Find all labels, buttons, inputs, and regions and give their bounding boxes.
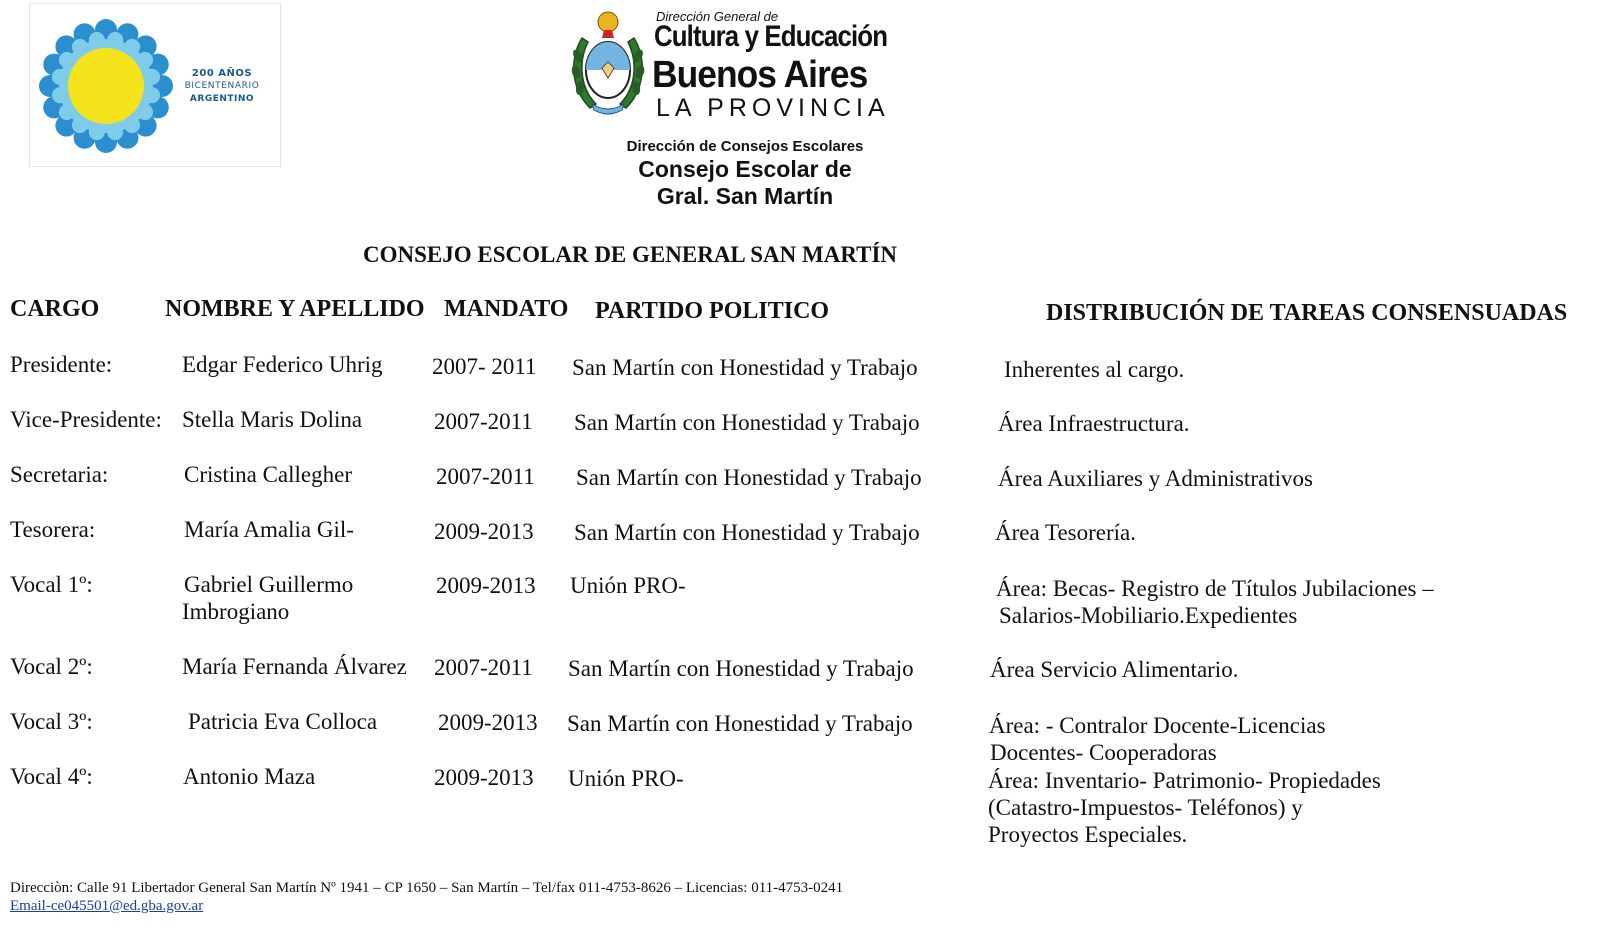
row-4-cargo: Tesorera: — [10, 517, 96, 542]
row-5-nombre: Gabriel Guillermo — [184, 572, 354, 597]
row-8-nombre: Antonio Maza — [183, 764, 316, 789]
ministry-title: Cultura y Educación — [654, 20, 888, 53]
row-7-cargo: Vocal 3º: — [10, 709, 93, 734]
header-cargo: CARGO — [10, 296, 100, 322]
row-4-nombre: María Amalia Gil- — [184, 517, 354, 542]
row-2-mandato: 2007-2011 — [434, 409, 533, 434]
row-1-nombre: Edgar Federico Uhrig — [182, 352, 383, 377]
row-5-tarea-line1: Área: Becas- Registro de Títulos Jubilaciones – — [996, 576, 1434, 601]
council-direction: Dirección de Consejos Escolares — [626, 138, 864, 155]
row-2-nombre: Stella Maris Dolina — [182, 407, 363, 432]
row-5-mandato: 2009-2013 — [436, 573, 536, 598]
header-nombre: NOMBRE Y APELLIDO — [165, 296, 425, 322]
header-tareas: DISTRIBUCIÓN DE TAREAS CONSENSUADAS — [1046, 300, 1568, 326]
bicentenario-text-years: 200 AÑOS — [191, 68, 253, 79]
council-name-line2: Gral. San Martín — [656, 183, 834, 209]
header-partido: PARTIDO POLITICO — [595, 298, 830, 324]
coat-of-arms-icon — [568, 8, 648, 120]
row-7-mandato: 2009-2013 — [438, 710, 538, 735]
row-6-partido: San Martín con Honestidad y Trabajo — [568, 656, 914, 681]
row-5-cargo: Vocal 1º: — [10, 572, 93, 597]
row-7-tarea-line1: Área: - Contralor Docente-Licencias — [989, 713, 1326, 738]
document-title: CONSEJO ESCOLAR DE GENERAL SAN MARTÍN — [363, 242, 898, 267]
row-1-partido: San Martín con Honestidad y Trabajo — [572, 355, 918, 380]
header-mandato: MANDATO — [444, 296, 569, 322]
row-8-mandato: 2009-2013 — [434, 765, 534, 790]
row-1-cargo: Presidente: — [10, 352, 113, 377]
row-3-tarea: Área Auxiliares y Administrativos — [998, 466, 1313, 491]
ministry-subtitle: Dirección General de — [656, 9, 779, 24]
row-7-tarea-line2: Docentes- Cooperadoras — [990, 740, 1217, 765]
row-8-partido: Unión PRO- — [568, 766, 684, 791]
footer-address: Direcciòn: Calle 91 Libertador General San Martín Nº 1941 – CP 1650 – San Martín – Tel/fax 011-4753-8626 – Licencias: 011-4753-0241 — [10, 880, 844, 896]
bicentenario-text-country: ARGENTINO — [189, 94, 255, 104]
row-8-tarea-line1: Área: Inventario- Patrimonio- Propiedades — [988, 768, 1381, 793]
row-4-mandato: 2009-2013 — [434, 519, 534, 544]
row-5-partido: Unión PRO- — [570, 573, 686, 598]
row-2-tarea: Área Infraestructura. — [998, 411, 1190, 436]
bicentenario-sun-icon — [36, 16, 176, 156]
bicentenario-text-word: BICENTENARIO — [184, 81, 260, 91]
row-6-nombre: María Fernanda Álvarez — [182, 654, 407, 679]
row-1-mandato: 2007- 2011 — [432, 354, 537, 379]
row-8-tarea-line2: (Catastro-Impuestos- Teléfonos) y — [988, 795, 1303, 820]
row-2-cargo: Vice-Presidente: — [10, 407, 162, 432]
row-1-tarea: Inherentes al cargo. — [1004, 357, 1185, 382]
row-3-cargo: Secretaria: — [10, 462, 109, 487]
ministry-province-sub: LA PROVINCIA — [656, 94, 890, 122]
row-7-nombre: Patricia Eva Colloca — [188, 709, 378, 734]
row-6-mandato: 2007-2011 — [434, 655, 533, 680]
row-4-tarea: Área Tesorería. — [995, 520, 1136, 545]
row-6-cargo: Vocal 2º: — [10, 654, 93, 679]
row-2-partido: San Martín con Honestidad y Trabajo — [574, 410, 920, 435]
row-3-partido: San Martín con Honestidad y Trabajo — [576, 465, 922, 490]
council-name-line1: Consejo Escolar de — [638, 156, 852, 182]
row-4-partido: San Martín con Honestidad y Trabajo — [574, 520, 920, 545]
bicentenario-logo — [29, 3, 281, 167]
footer-email-link[interactable]: Email-ce045501@ed.gba.gov.ar — [10, 898, 204, 914]
row-3-mandato: 2007-2011 — [436, 464, 535, 489]
row-6-tarea: Área Servicio Alimentario. — [990, 657, 1239, 682]
row-8-tarea-line3: Proyectos Especiales. — [988, 822, 1188, 847]
row-7-partido: San Martín con Honestidad y Trabajo — [567, 711, 913, 736]
row-8-cargo: Vocal 4º: — [10, 764, 93, 789]
ministry-province: Buenos Aires — [652, 54, 868, 96]
row-3-nombre: Cristina Callegher — [184, 462, 352, 487]
row-5-tarea-line2: Salarios-Mobiliario.Expedientes — [999, 603, 1298, 628]
row-5-nombre-line2: Imbrogiano — [182, 599, 290, 624]
